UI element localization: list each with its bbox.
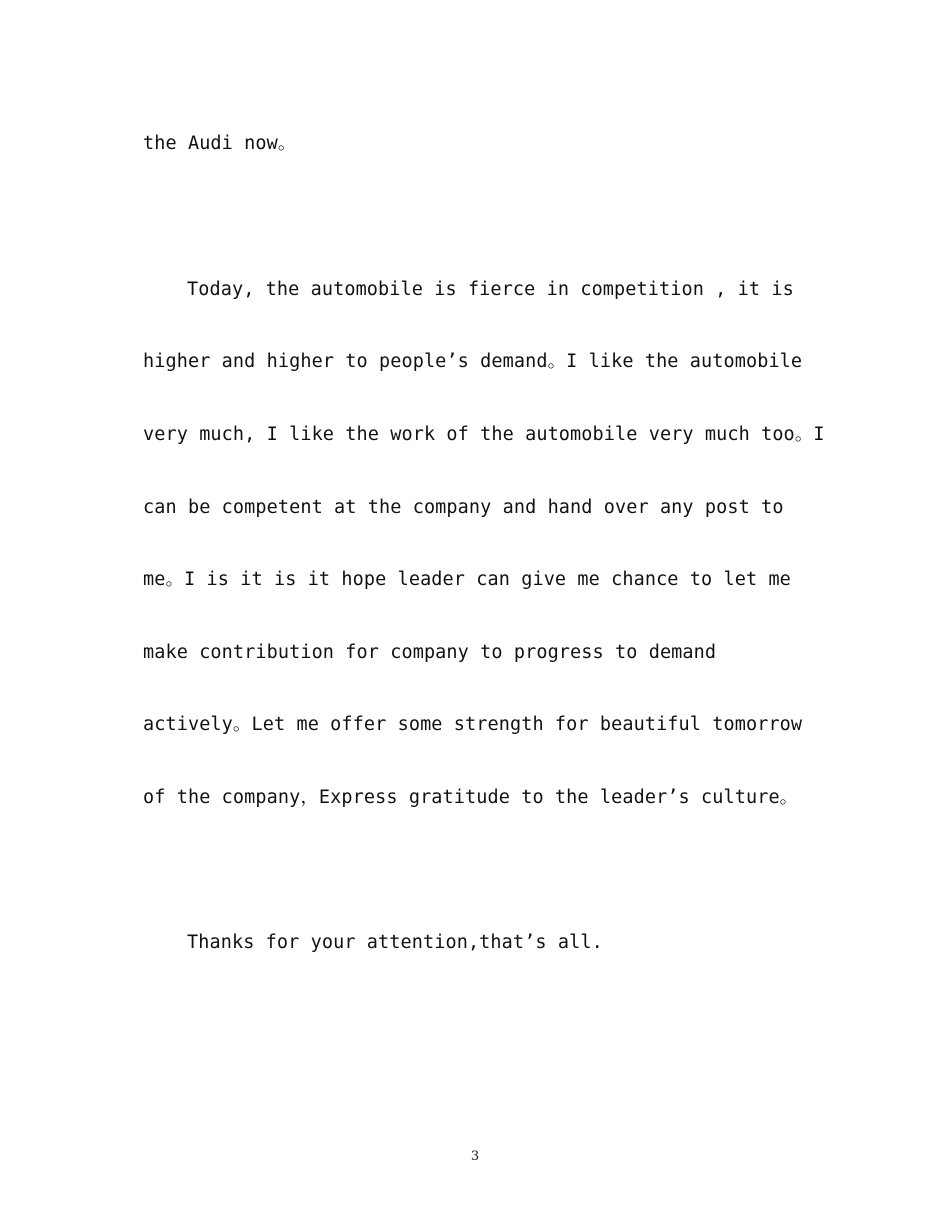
paragraph-2-line-3: very much, I like the work of the automobile very much too。I — [143, 424, 825, 445]
paragraph-2-line-8: of the company，Express gratitude to the leader’s culture。 — [143, 787, 799, 808]
paragraph-3-line-1: Thanks for your attention,that’s all. — [187, 932, 603, 953]
paragraph-1-line-1: the Audi now。 — [143, 133, 297, 154]
paragraph-2-line-7: actively。Let me offer some strength for beautiful tomorrow — [143, 714, 803, 735]
paragraph-2-line-6: make contribution for company to progress to demand — [143, 642, 717, 663]
paragraph-2-line-4: can be competent at the company and hand over any post to — [143, 497, 784, 518]
paragraph-2-line-5: me。I is it is it hope leader can give me chance to let me — [143, 569, 791, 590]
page-number: 3 — [470, 1149, 480, 1164]
paragraph-2-line-2: higher and higher to people’s demand。I like the automobile — [143, 351, 803, 372]
paragraph-2-line-1: Today, the automobile is fierce in competition , it is — [187, 279, 794, 300]
